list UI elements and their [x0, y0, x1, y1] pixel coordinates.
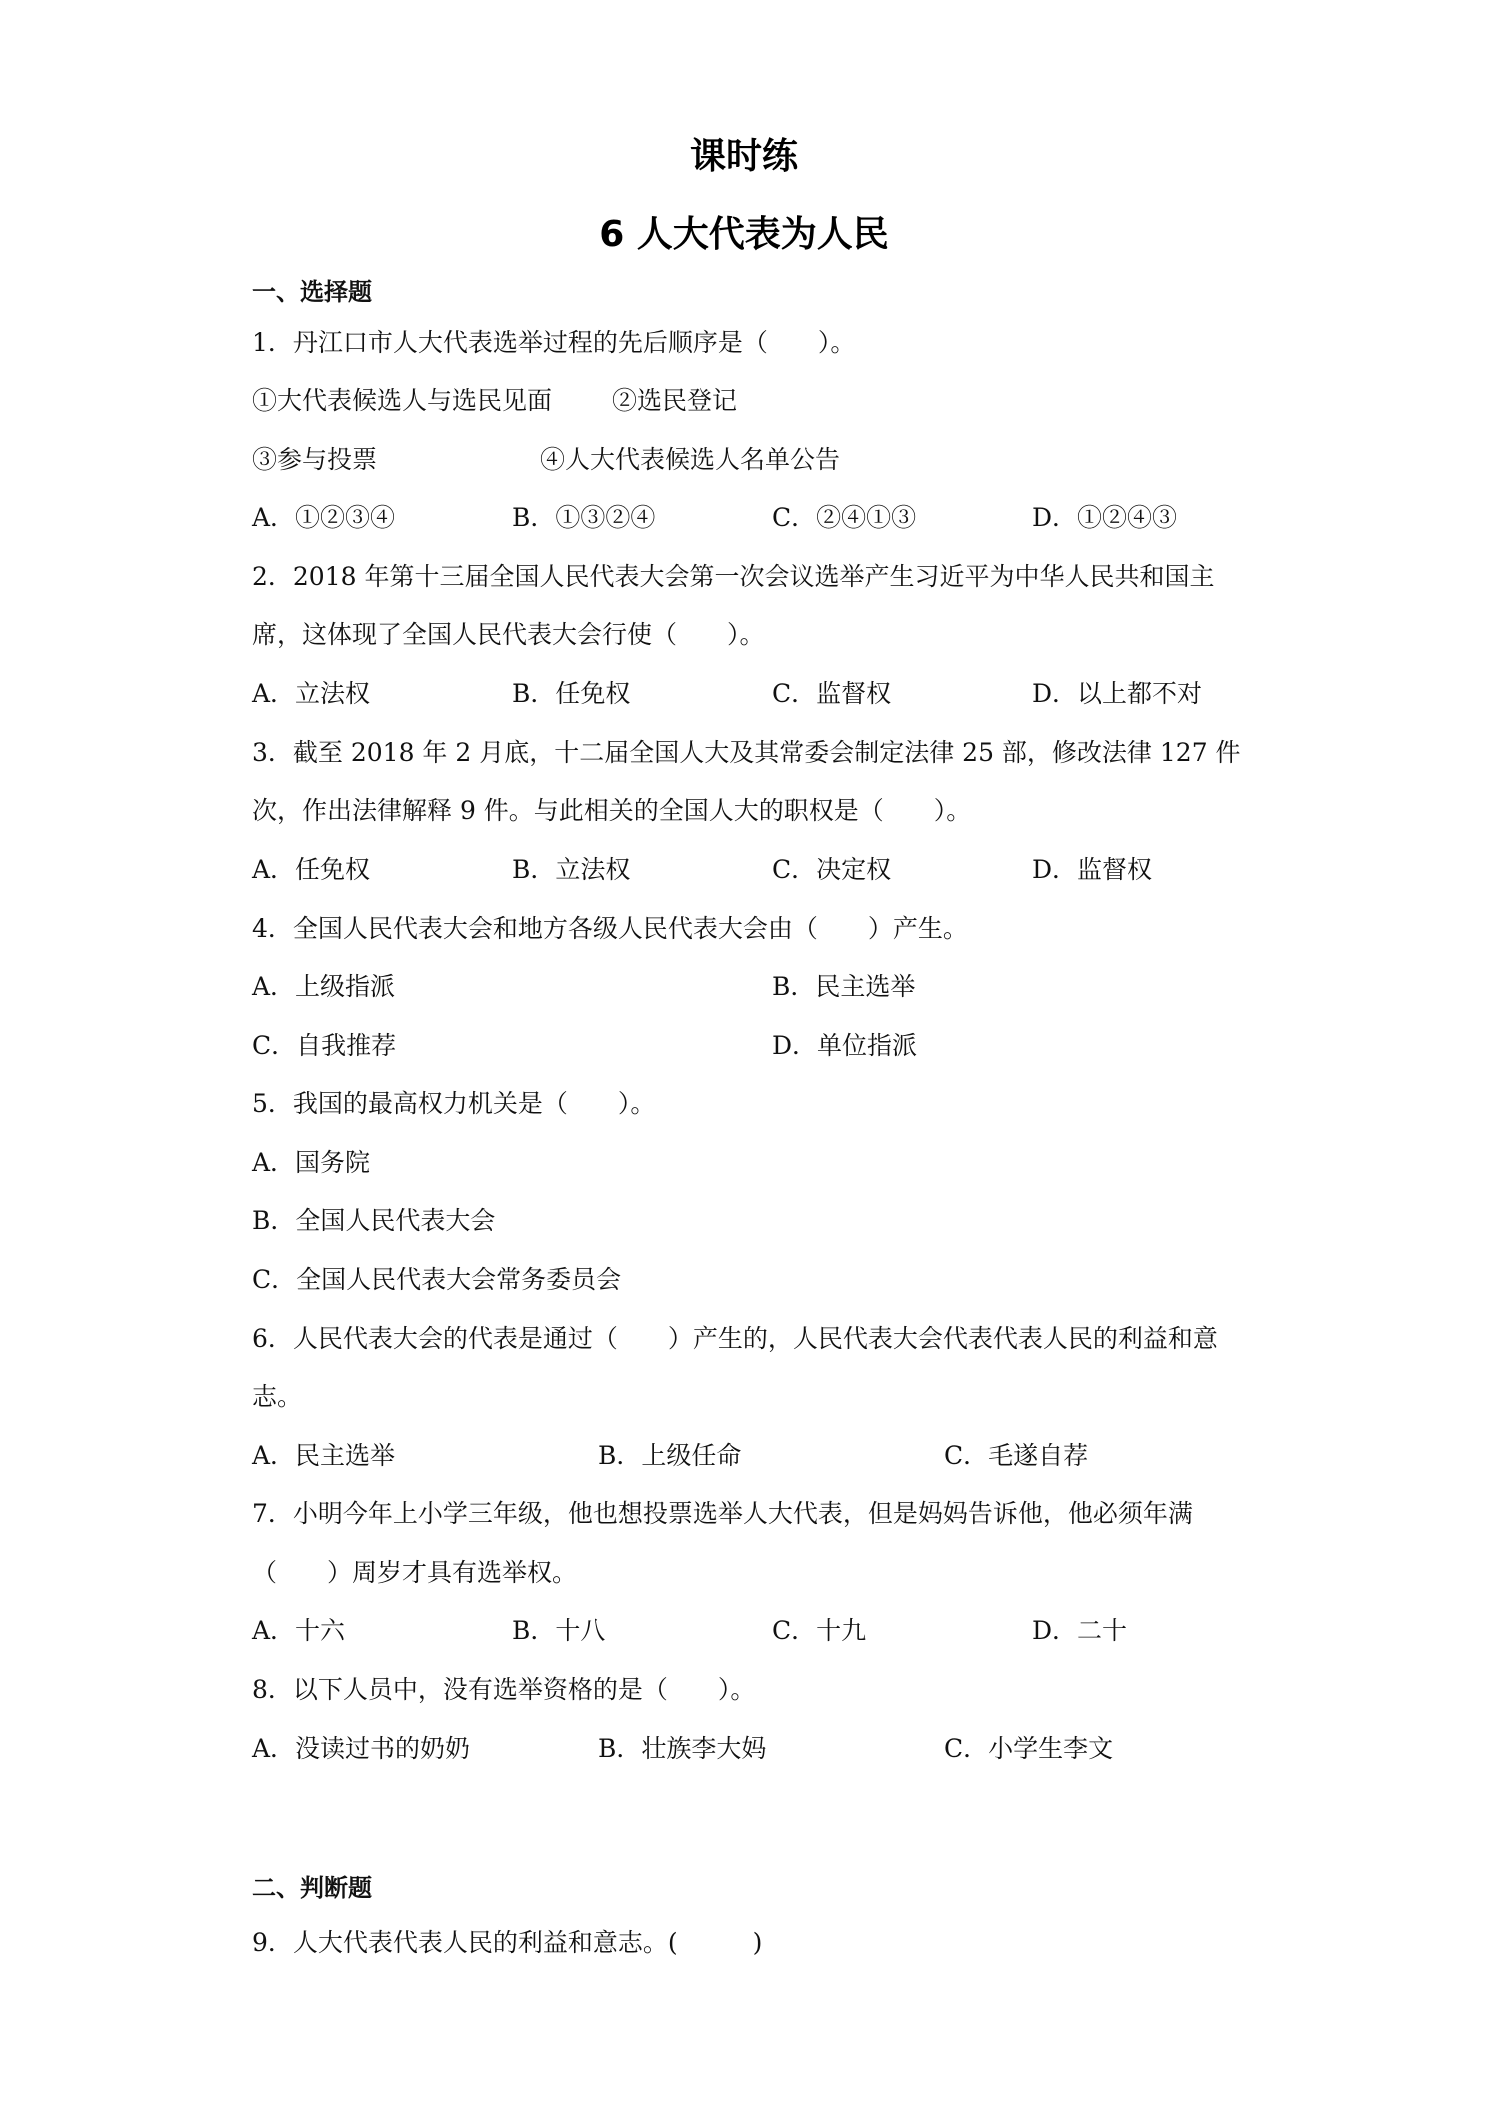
question-4-option-d: D．单位指派 — [772, 1031, 918, 1060]
question-1-option-d: D．①②④③ — [1032, 503, 1178, 532]
question-1-stem: 1．丹江口市人大代表选举过程的先后顺序是（ ）。 — [252, 328, 856, 357]
question-7-option-c: C．十九 — [772, 1616, 867, 1645]
question-1-option-b: B．①③②④ — [512, 503, 656, 532]
section-heading-choice: 一、选择题 — [252, 278, 372, 306]
question-2-option-a: A．立法权 — [252, 679, 371, 708]
question-7-option-b: B．十八 — [512, 1616, 606, 1645]
question-5-option-c: C．全国人民代表大会常务委员会 — [252, 1265, 622, 1294]
question-3-option-b: B．立法权 — [512, 855, 631, 884]
question-4-option-a: A．上级指派 — [252, 972, 396, 1001]
question-8-option-a: A．没读过书的奶奶 — [252, 1734, 471, 1763]
question-1-option-c: C．②④①③ — [772, 503, 917, 532]
lesson-title: 6 人大代表为人民 — [599, 214, 889, 255]
question-7-option-a: A．十六 — [252, 1616, 346, 1645]
question-6-stem-line-1: 6．人民代表大会的代表是通过（ ）产生的，人民代表大会代表代表人民的利益和意 — [252, 1324, 1218, 1353]
question-1-item-2: ②选民登记 — [612, 386, 738, 415]
question-1-item-3: ③参与投票 — [252, 445, 378, 474]
question-7-stem-line-2: （ ）周岁才具有选举权。 — [252, 1558, 578, 1587]
question-1-item-1: ①大代表候选人与选民见面 — [252, 386, 553, 415]
question-7-stem-line-1: 7．小明今年上小学三年级，他也想投票选举人大代表，但是妈妈告诉他，他必须年满 — [252, 1499, 1193, 1528]
question-4-stem: 4．全国人民代表大会和地方各级人民代表大会由（ ）产生。 — [252, 914, 968, 943]
question-8-option-b: B．壮族李大妈 — [598, 1734, 767, 1763]
question-3-option-c: C．决定权 — [772, 855, 892, 884]
question-5-option-b: B．全国人民代表大会 — [252, 1206, 496, 1235]
question-6-option-a: A．民主选举 — [252, 1441, 396, 1470]
question-2-option-c: C．监督权 — [772, 679, 892, 708]
question-3-stem-line-2: 次，作出法律解释 9 件。与此相关的全国人大的职权是（ ）。 — [252, 796, 972, 825]
question-5-option-a: A．国务院 — [252, 1148, 371, 1177]
section-heading-judgement: 二、判断题 — [252, 1874, 372, 1902]
page-title: 课时练 — [689, 136, 798, 177]
question-3-option-a: A．任免权 — [252, 855, 371, 884]
question-4-option-b: B．民主选举 — [772, 972, 916, 1001]
question-2-option-b: B．任免权 — [512, 679, 631, 708]
question-3-option-d: D．监督权 — [1032, 855, 1153, 884]
question-2-option-d: D．以上都不对 — [1032, 679, 1203, 708]
question-2-stem-line-2: 席，这体现了全国人民代表大会行使（ ）。 — [252, 620, 765, 649]
question-1-item-4: ④人大代表候选人名单公告 — [540, 445, 841, 474]
question-6-option-c: C．毛遂自荐 — [944, 1441, 1089, 1470]
question-8-stem: 8．以下人员中，没有选举资格的是（ ）。 — [252, 1675, 756, 1704]
question-6-stem-line-2: 志。 — [252, 1382, 303, 1411]
question-9-stem: 9．人大代表代表人民的利益和意志。( ) — [252, 1928, 763, 1957]
question-6-option-b: B．上级任命 — [598, 1441, 742, 1470]
question-7-option-d: D．二十 — [1032, 1616, 1128, 1645]
question-4-option-c: C．自我推荐 — [252, 1031, 397, 1060]
question-2-stem-line-1: 2．2018 年第十三届全国人民代表大会第一次会议选举产生习近平为中华人民共和国主 — [252, 562, 1215, 591]
question-1-option-a: A．①②③④ — [252, 503, 396, 532]
question-8-option-c: C．小学生李文 — [944, 1734, 1114, 1763]
question-3-stem-line-1: 3．截至 2018 年 2 月底，十二届全国人大及其常委会制定法律 25 部，修改法律 127 件 — [252, 738, 1241, 767]
question-5-stem: 5．我国的最高权力机关是（ ）。 — [252, 1089, 656, 1118]
